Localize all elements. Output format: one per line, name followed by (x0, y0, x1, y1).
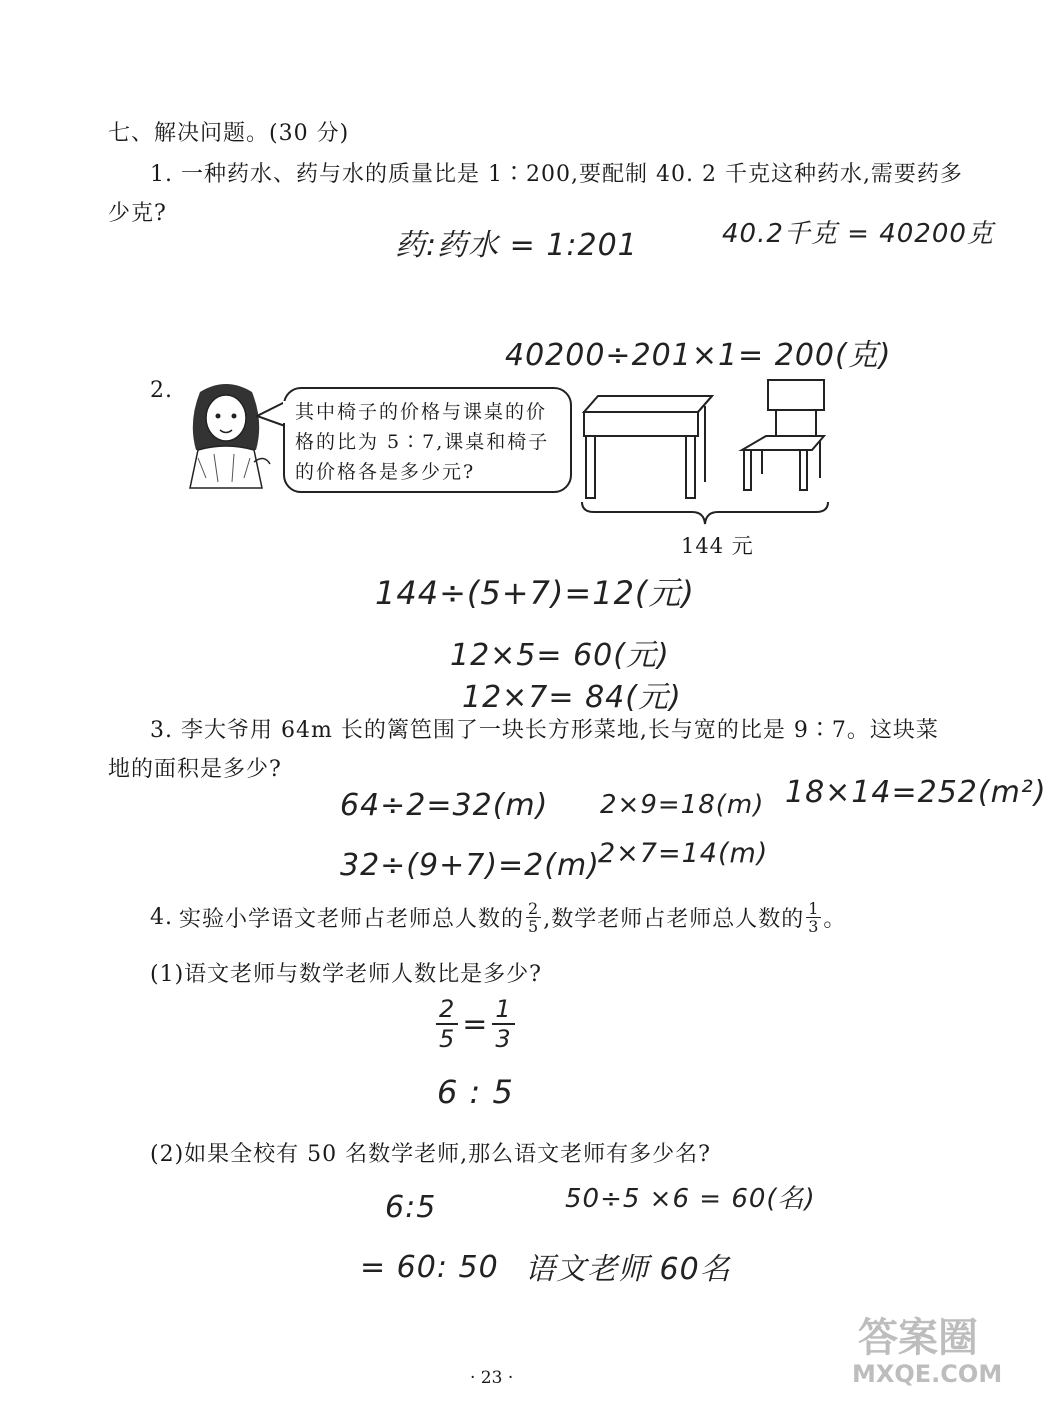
page-number: · 23 · (470, 1368, 514, 1388)
price-label: 144 元 (681, 534, 754, 558)
section-title: 七、解决问题。(30 分) (108, 121, 350, 146)
q4-number: 4. (150, 905, 173, 930)
q4-sub2-hand-calc: 50÷5 ×6 = 60(名) (565, 1184, 816, 1214)
q4-sub2-hand-ratio: 6:5 (385, 1190, 437, 1225)
hand-frac-b-num: 1 (492, 995, 514, 1025)
hand-frac-b (492, 995, 514, 1053)
q2-hand-step1: 144÷(5+7)=12(元) (375, 574, 695, 612)
q4-sub2-hand-scaled: = 60: 50 (360, 1250, 499, 1285)
q4-frac1-num: 2 (528, 899, 540, 918)
hand-frac-a-den: 5 (439, 1025, 456, 1053)
hand-frac-a-num: 2 (436, 995, 458, 1025)
price-brace (580, 500, 830, 530)
q4-frac2-num: 1 (808, 899, 820, 918)
q2-number: 2. (150, 378, 173, 403)
q1-hand-convert: 40.2千克 = 40200克 (722, 219, 994, 249)
q1-hand-calc: 40200÷201×1= 200(克) (505, 338, 892, 373)
q1-text-line2: 少克? (108, 201, 167, 226)
q2-hand-step2: 12×5= 60(元) (450, 638, 670, 673)
q3-number: 3. (150, 718, 173, 743)
q3-line1 (150, 713, 939, 744)
q3-text-line1: 李大爷用 64m 长的篱笆围了一块长方形菜地,长与宽的比是 9∶7。这块菜 (181, 718, 939, 743)
chair-illustration (736, 378, 836, 494)
q4-line1 (150, 900, 846, 935)
q2-hand-step3: 12×7= 84(元) (462, 680, 682, 715)
hand-frac-a (436, 995, 458, 1053)
q3-text-line2: 地的面积是多少? (108, 757, 282, 782)
watermark-url: MXQE.COM (852, 1360, 1003, 1388)
q4-fraction-one-third (806, 900, 821, 935)
hand-eq: = (462, 1006, 489, 1042)
watermark-logo: 答案圈 (858, 1315, 978, 1361)
bubble-tail-gap (283, 401, 287, 423)
q4-text-c: 。 (823, 907, 847, 932)
q3-hand-area: 18×14=252(m²) (785, 775, 1047, 810)
q4-fraction-two-fifths (526, 900, 541, 935)
q1-text-line1: 一种药水、药与水的质量比是 1∶200,要配制 40. 2 千克这种药水,需要药多 (181, 162, 963, 187)
q4-text-b: ,数学老师占老师总人数的 (543, 907, 805, 932)
teacher-illustration (170, 378, 280, 490)
q4-sub1-hand-ratio: 6 : 5 (437, 1073, 514, 1111)
q4-sub1: (1)语文老师与数学老师人数比是多少? (150, 962, 542, 987)
q4-sub2: (2)如果全校有 50 名数学老师,那么语文老师有多少名? (150, 1142, 711, 1167)
q3-hand-unit: 32÷(9+7)=2(m) (340, 848, 600, 883)
q4-frac2-den: 3 (808, 917, 820, 936)
speech-bubble: 其中椅子的价格与课桌的价格的比为 5∶7,课桌和椅子的价格各是多少元? (283, 387, 572, 493)
hand-frac-b-den: 3 (495, 1025, 512, 1053)
q4-sub2-hand-answer: 语文老师 60名 (525, 1252, 731, 1287)
q3-hand-length: 2×9=18(m) (600, 790, 765, 820)
q1-line1 (150, 157, 963, 188)
q3-hand-half: 64÷2=32(m) (340, 788, 549, 823)
q1-hand-ratio: 药:药水 = 1:201 (395, 228, 638, 263)
q1-number: 1. (150, 162, 173, 187)
q4-sub1-hand-fractions (432, 995, 519, 1053)
q4-frac1-den: 5 (528, 917, 540, 936)
desk-illustration (580, 392, 720, 502)
q3-hand-width: 2×7=14(m) (598, 838, 769, 869)
q4-text-a: 实验小学语文老师占老师总人数的 (179, 907, 525, 932)
